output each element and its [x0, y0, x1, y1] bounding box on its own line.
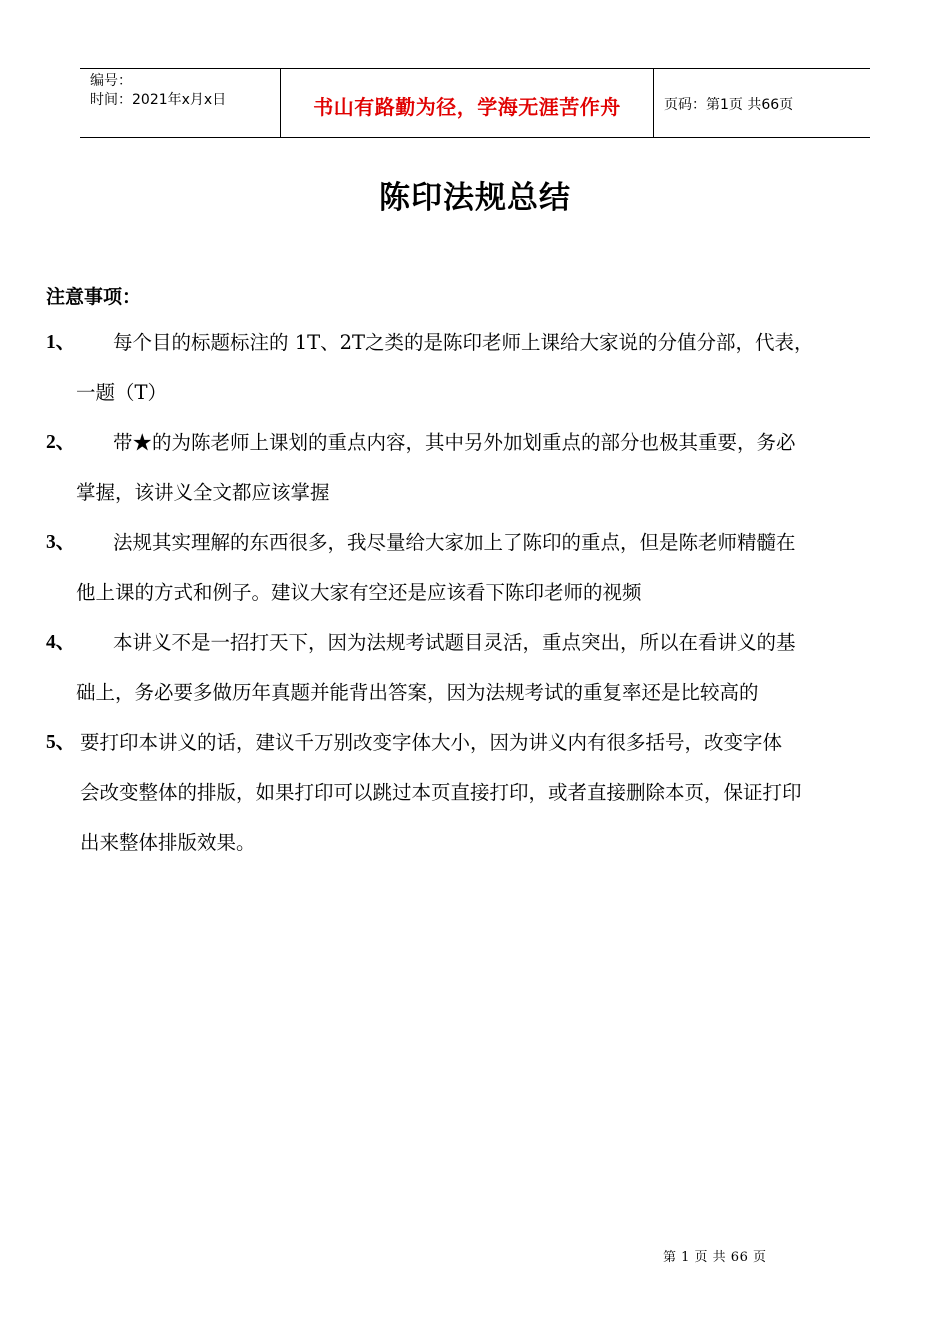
note-line: 他上课的方式和例子。建议大家有空还是应该看下陈印老师的视频	[76, 581, 642, 604]
note-line: 会改变整体的排版，如果打印可以跳过本页直接打印，或者直接删除本页，保证打印	[80, 781, 802, 804]
notes-list	[46, 318, 920, 868]
note-line: 础上，务必要多做历年真题并能背出答案，因为法规考试的重复率还是比较高的	[76, 681, 759, 704]
note-line: 掌握，该讲义全文都应该掌握	[76, 481, 330, 504]
note-line: 一题（T）	[76, 381, 168, 404]
document-time-label: 时间：2021年x月x日	[90, 92, 227, 108]
document-title: 陈印法规总结	[379, 180, 571, 216]
note-line: 带★的为陈老师上课划的重点内容，其中另外加划重点的部分也极其重要，务必	[113, 431, 796, 454]
note-item-3	[46, 518, 920, 618]
note-item-2	[46, 418, 920, 518]
note-number: 4、	[46, 632, 76, 653]
note-number: 3、	[46, 532, 76, 553]
note-number: 2、	[46, 432, 76, 453]
note-line: 要打印本讲义的话，建议千万别改变字体大小，因为讲义内有很多括号，改变字体	[80, 731, 783, 754]
note-item-5	[46, 718, 920, 868]
document-number-label: 编号：	[90, 73, 132, 89]
note-item-4	[46, 618, 920, 718]
notes-heading: 注意事项：	[46, 286, 142, 308]
header-page-info: 页码：第1页 共66页	[664, 97, 794, 113]
note-line: 每个目的标题标注的 1T、2T之类的是陈印老师上课给大家说的分值分部，代表，	[113, 331, 814, 354]
header-motto: 书山有路勤为径，学海无涯苦作舟	[281, 69, 654, 137]
note-number: 1、	[46, 332, 76, 353]
note-line: 出来整体排版效果。	[80, 831, 256, 854]
header-table	[80, 68, 870, 138]
note-item-1	[46, 318, 920, 418]
note-number: 5、	[46, 732, 76, 753]
note-line: 法规其实理解的东西很多，我尽量给大家加上了陈印的重点，但是陈老师精髓在	[113, 531, 796, 554]
note-line: 本讲义不是一招打天下，因为法规考试题目灵活，重点突出，所以在看讲义的基	[113, 631, 796, 654]
page-footer: 第 1 页 共 66 页	[663, 1250, 767, 1265]
header-meta	[80, 69, 281, 137]
